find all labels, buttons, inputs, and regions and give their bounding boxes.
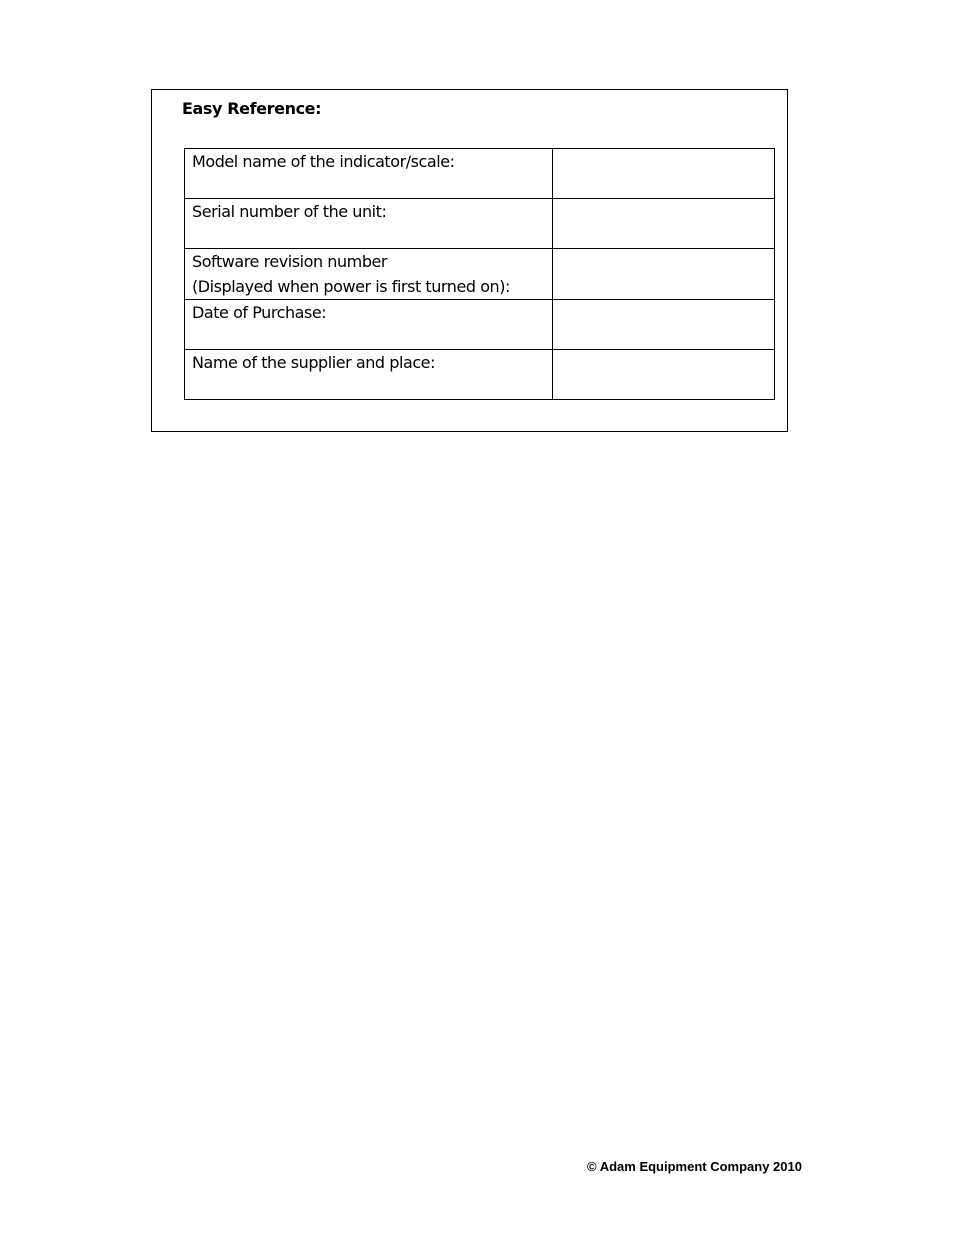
- serial-number-label: Serial number of the unit:: [192, 202, 387, 221]
- copyright-footer: © Adam Equipment Company 2010: [587, 1159, 802, 1174]
- easy-reference-box: [151, 89, 788, 432]
- software-revision-value-cell: [553, 249, 775, 300]
- table-row: [185, 149, 775, 199]
- table-row: [185, 199, 775, 249]
- date-of-purchase-value-cell: [553, 300, 775, 350]
- supplier-label: Name of the supplier and place:: [192, 353, 436, 372]
- software-revision-note: (Displayed when power is first turned on):: [192, 277, 510, 296]
- model-name-value-cell: [553, 149, 775, 199]
- serial-number-value-cell: [553, 199, 775, 249]
- easy-reference-table: [184, 148, 775, 400]
- table-row: [185, 249, 775, 300]
- model-name-label: Model name of the indicator/scale:: [192, 152, 455, 171]
- software-revision-label-cell: [185, 249, 553, 300]
- software-revision-label: Software revision number: [192, 252, 388, 271]
- easy-reference-title: Easy Reference:: [182, 99, 322, 118]
- table-row: [185, 300, 775, 350]
- date-of-purchase-label: Date of Purchase:: [192, 303, 327, 322]
- serial-number-label-cell: [185, 199, 553, 249]
- supplier-value-cell: [553, 350, 775, 400]
- supplier-label-cell: [185, 350, 553, 400]
- model-name-label-cell: [185, 149, 553, 199]
- table-row: [185, 350, 775, 400]
- date-of-purchase-label-cell: [185, 300, 553, 350]
